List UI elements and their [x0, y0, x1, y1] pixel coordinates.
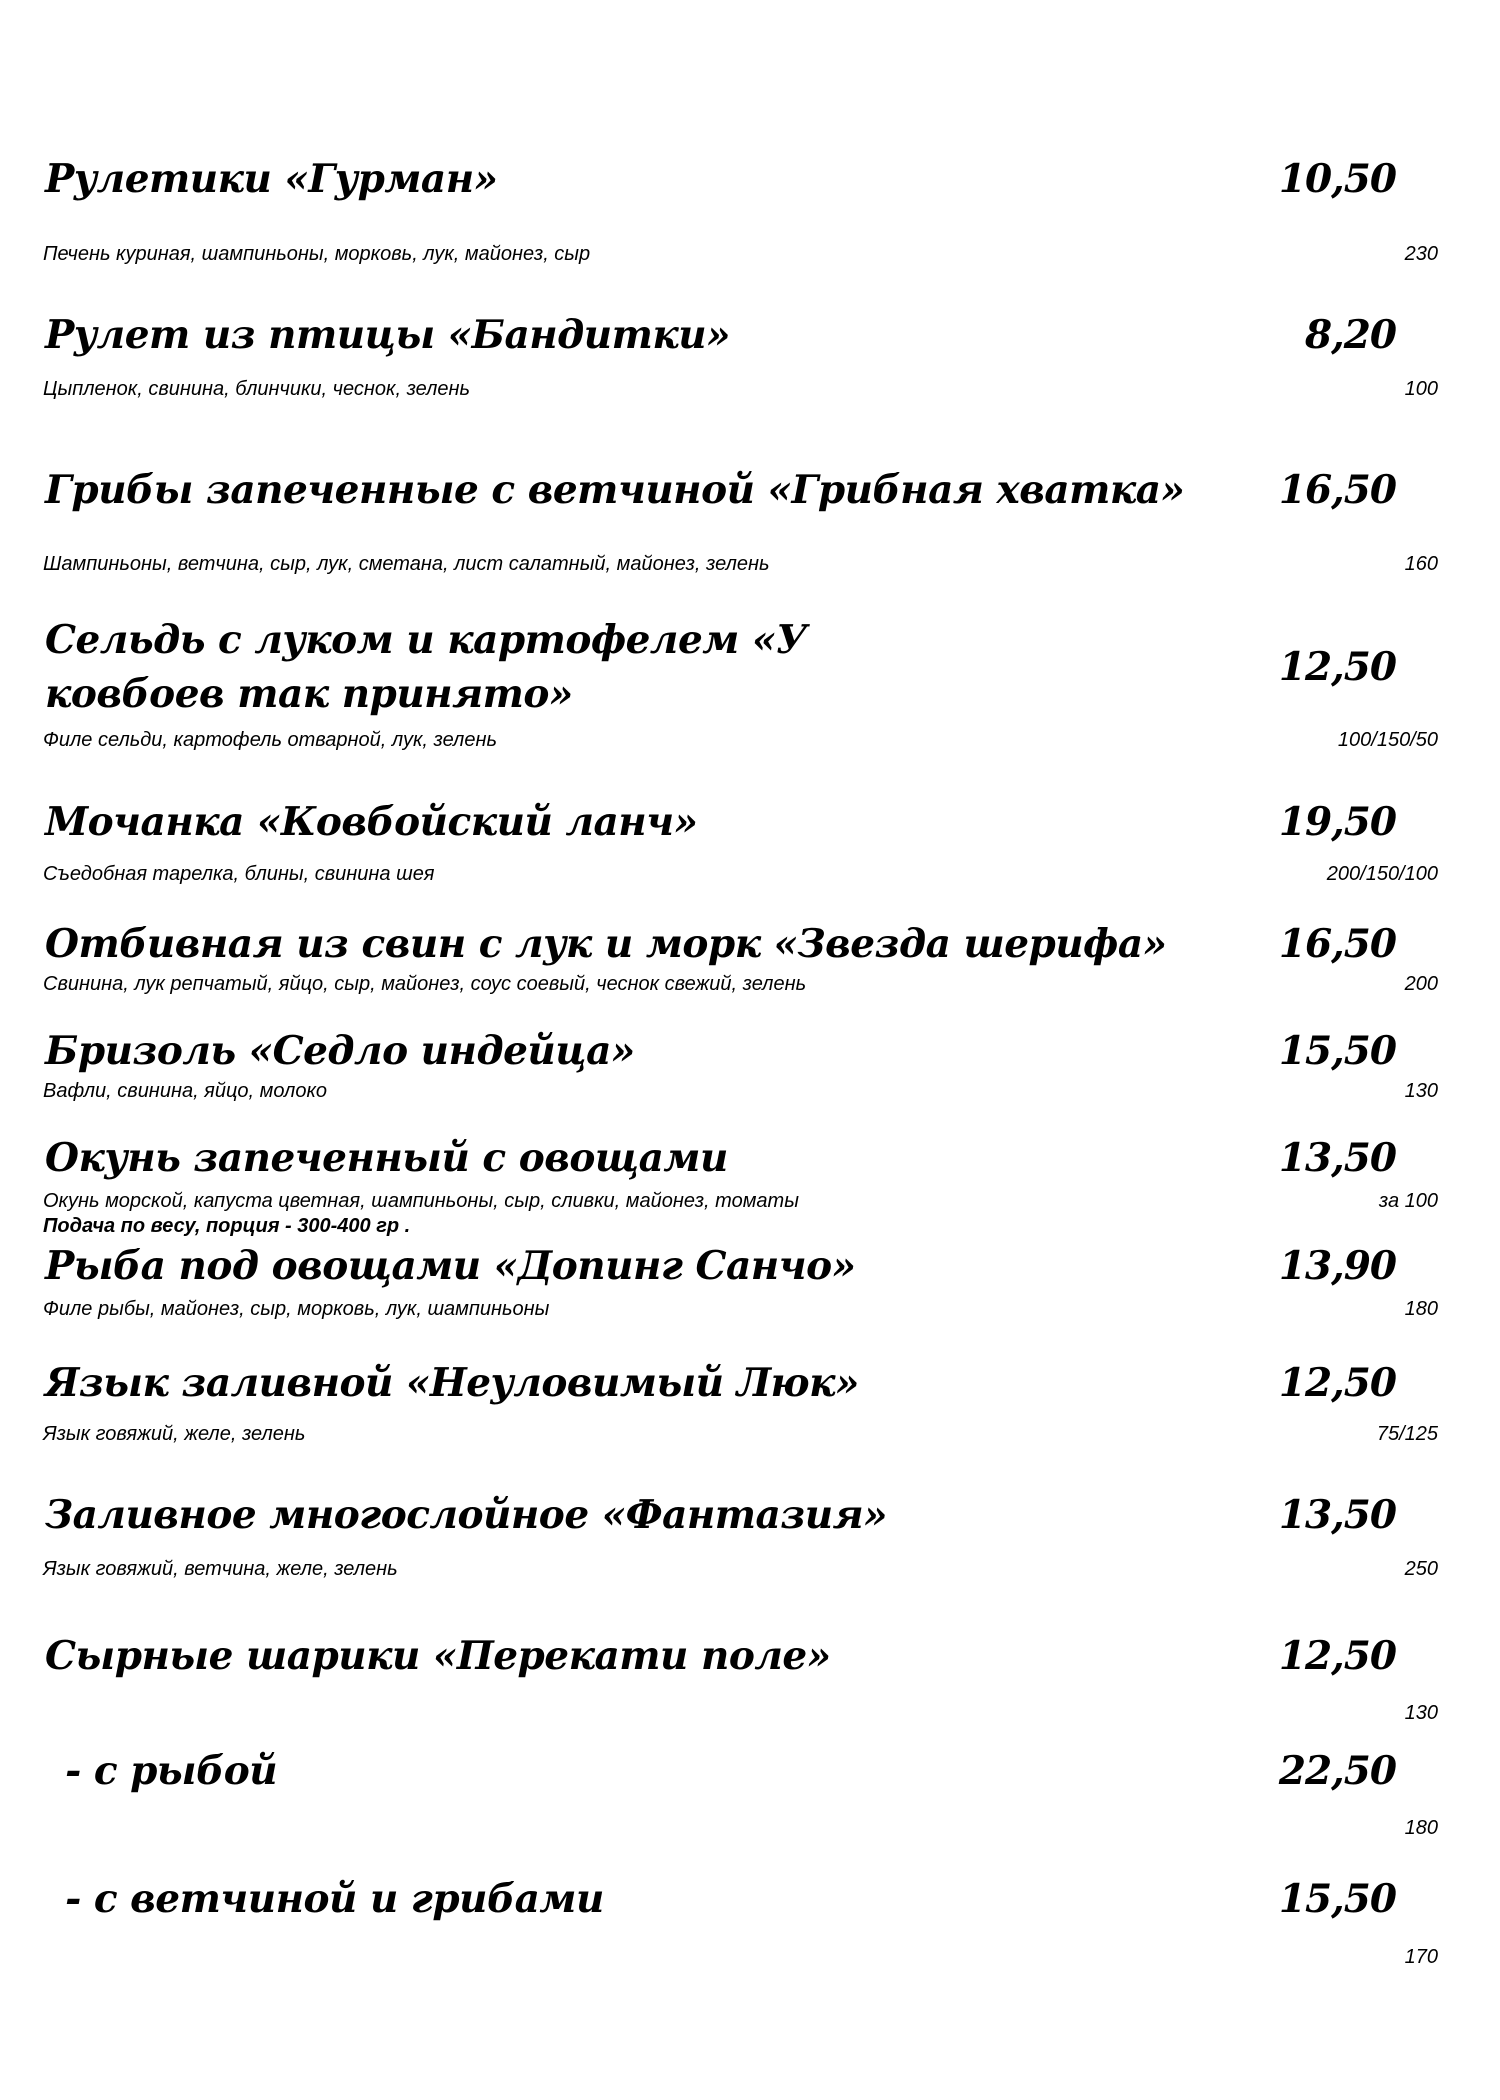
dish-weight: 75/125 — [1376, 1423, 1438, 1445]
dish-description: Филе сельди, картофель отварной, лук, зелень — [43, 729, 497, 751]
dish-title: Сырные шарики «Перекати поле» — [45, 1633, 831, 1679]
dish-weight: 200 — [1404, 973, 1438, 995]
dish-description: Съедобная тарелка, блины, свинина шея — [43, 863, 435, 885]
dish-price: 13,90 — [1278, 1243, 1396, 1289]
dish-weight: 100/150/50 — [1337, 729, 1438, 751]
dish-weight: 130 — [1404, 1702, 1438, 1724]
dish-weight: 160 — [1404, 553, 1438, 575]
dish-price: 8,20 — [1305, 312, 1396, 358]
dish-weight: за 100 — [1378, 1190, 1438, 1212]
dish-title: Окунь запеченный с овощами — [45, 1135, 728, 1181]
dish-weight: 180 — [1404, 1298, 1438, 1320]
dish-price: 12,50 — [1278, 1360, 1396, 1406]
dish-price: 16,50 — [1278, 467, 1396, 513]
dish-title: Заливное многослойное «Фантазия» — [45, 1492, 887, 1538]
dish-description: Язык говяжий, желе, зелень — [43, 1423, 306, 1445]
dish-description: Свинина, лук репчатый, яйцо, сыр, майонез, соус соевый, чеснок свежий, зелень — [43, 973, 807, 995]
dish-price: 15,50 — [1278, 1876, 1396, 1922]
dish-price: 12,50 — [1278, 644, 1396, 690]
dish-price: 10,50 — [1278, 156, 1396, 202]
dish-weight: 170 — [1404, 1946, 1438, 1968]
dish-price: 13,50 — [1278, 1492, 1396, 1538]
dish-description: Вафли, свинина, яйцо, молоко — [43, 1080, 328, 1102]
dish-price: 15,50 — [1278, 1028, 1396, 1074]
dish-title: Отбивная из свин с лук и морк «Звезда шерифа» — [45, 921, 1167, 967]
dish-description: Шампиньоны, ветчина, сыр, лук, сметана, лист салатный, майонез, зелень — [43, 553, 770, 575]
dish-weight: 200/150/100 — [1326, 863, 1438, 885]
dish-description: Цыпленок, свинина, блинчики, чеснок, зелень — [43, 378, 471, 400]
dish-description: Филе рыбы, майонез, сыр, морковь, лук, шампиньоны — [43, 1298, 550, 1320]
serving-note: Подача по весу, порция - 300-400 гр . — [43, 1215, 411, 1237]
dish-title: Рулет из птицы «Бандитки» — [45, 312, 731, 358]
dish-price: 12,50 — [1278, 1633, 1396, 1679]
dish-weight: 180 — [1404, 1817, 1438, 1839]
dish-weight: 100 — [1404, 378, 1438, 400]
dish-title: Рыба под овощами «Допинг Санчо» — [45, 1243, 856, 1289]
dish-description: Печень куриная, шампиньоны, морковь, лук, майонез, сыр — [43, 243, 591, 265]
dish-title: Рулетики «Гурман» — [45, 156, 498, 202]
dish-title: Бризоль «Седло индейца» — [45, 1028, 635, 1074]
dish-variant-title: - с ветчиной и грибами — [52, 1876, 604, 1922]
dish-description: Окунь морской, капуста цветная, шампиньоны, сыр, сливки, майонез, томаты — [43, 1190, 799, 1212]
dish-weight: 230 — [1404, 243, 1438, 265]
dish-description: Язык говяжий, ветчина, желе, зелень — [43, 1558, 398, 1580]
dish-title: Язык заливной «Неуловимый Люк» — [45, 1360, 859, 1406]
dish-price: 13,50 — [1278, 1135, 1396, 1181]
dish-price: 19,50 — [1278, 799, 1396, 845]
dish-variant-title: - с рыбой — [52, 1748, 278, 1794]
dish-price: 16,50 — [1278, 921, 1396, 967]
dish-title: Грибы запеченные с ветчиной «Грибная хватка» — [45, 467, 1185, 513]
dish-weight: 130 — [1404, 1080, 1438, 1102]
dish-price: 22,50 — [1278, 1748, 1396, 1794]
dish-title: Сельдь с луком и картофелем «У ковбоев так принято» — [45, 617, 807, 717]
dish-title: Мочанка «Ковбойский ланч» — [45, 799, 698, 845]
dish-weight: 250 — [1404, 1558, 1438, 1580]
